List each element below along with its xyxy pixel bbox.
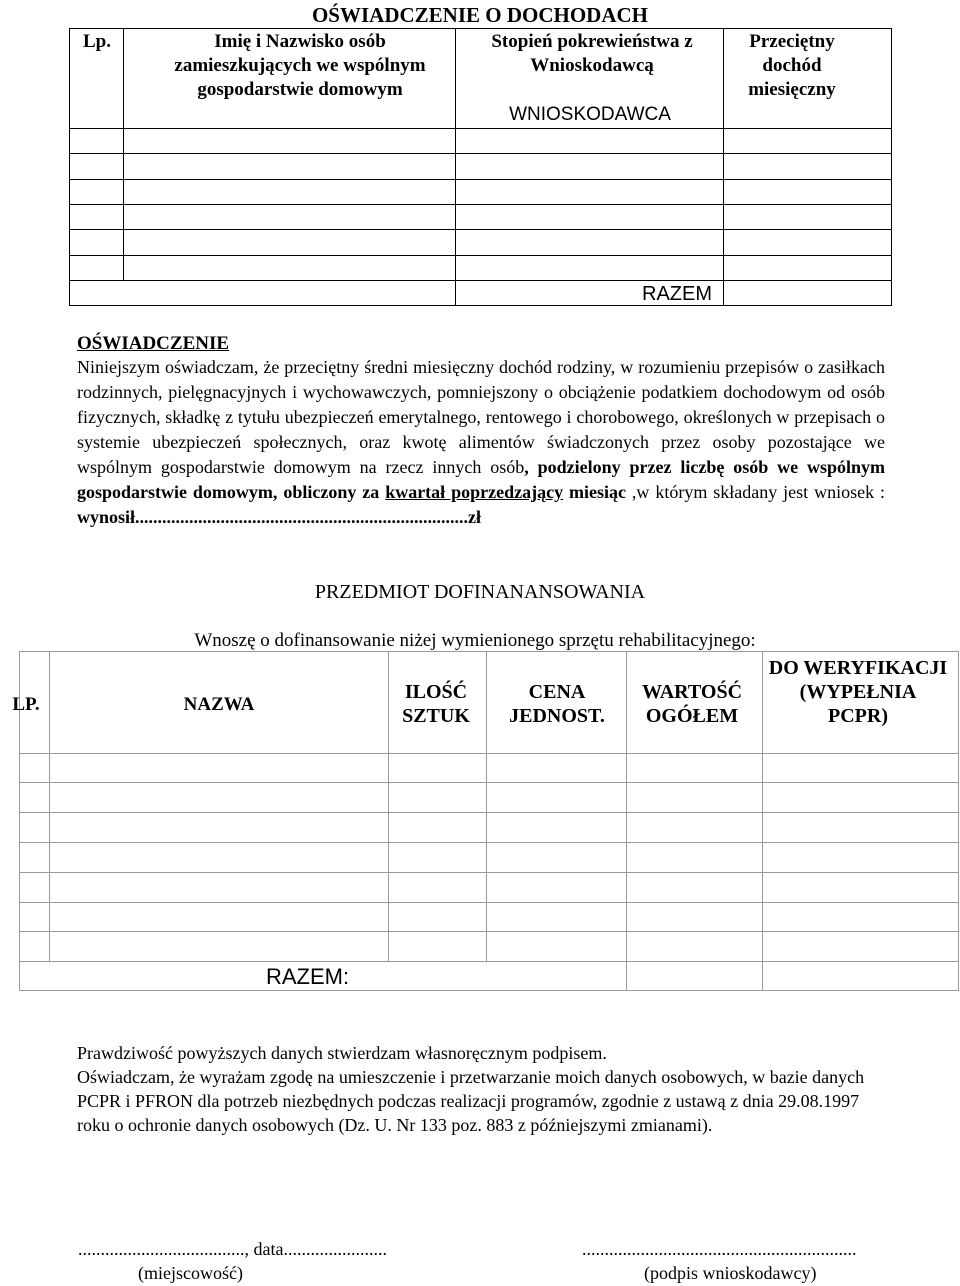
statement [77,333,885,530]
income-total-text: RAZEM [642,283,712,305]
table-line [69,305,892,306]
table-line [19,782,959,783]
statement-text-bold-2: miesiąc [563,482,632,502]
table-line [69,28,892,29]
closing-line-2: Oświadczam, że wyrażam zgodę na umieszczenie i przetwarzanie moich danych osobowych, w bazie danych PCPR i PFRON dla potrzeb niezbędnych podczas realizacji programów, zgodnie z ustawą z dnia 29.08.1997 roku o ochronie danych osobowych (Dz. U. Nr 133 poz. 883 z późniejszymi zmianami). [77,1067,865,1135]
signature-label: (podpis wnioskodawcy) [644,1263,817,1283]
statement-text-bold: , podzielony przez liczbę osób we wspólnym gospodarstwie domowym, obliczony za [77,457,885,502]
subject-title: PRZEDMIOT DOFINANANSOWANIA [314,581,646,603]
table-line [958,651,959,991]
name-header: Imię i Nazwisko osób zamieszkujących we wspólnym gospodarstwie domowym [174,31,426,100]
table-line [123,28,124,280]
eq-qty-header: ILOŚĆ SZTUK [402,681,470,727]
income-title: OŚWIADCZENIE O DOCHODACH [311,3,649,27]
eq-lp-header: LP. [12,694,40,715]
lp-header: Lp. [83,31,111,52]
table-line [455,28,456,306]
place-date-field[interactable]: ....................................., data....................... [78,1239,387,1259]
statement-text-lead: Niniejszym oświadczam, że przeciętny średni miesięczny dochód rodziny, w rozumieniu przepisów o zasiłkach rodzinnych, pielęgnacyjnych i wychowawczych, pomniejszony o obciążenie podatkiem dochodowym od osób fizycznych, składkę z tytułu ubezpieczeń emerytalnego, rentowego i chorobowego, określonych w przepisach o systemie ubezpieczeń społecznych, oraz kwotę alimentów świadczonych przez osoby pozostające we wspólnym gospodarstwie domowym na rzecz innych osób [77,357,885,477]
table-line [69,179,892,180]
statement-text-rest: ,w którym składany jest wniosek : [631,482,885,502]
table-line [19,902,959,903]
table-line [69,153,892,154]
statement-text-underlined: kwartał poprzedzający [385,482,564,502]
table-line [723,28,724,306]
table-line [69,128,892,129]
table-line [19,990,959,991]
statement-text [77,355,885,530]
table-line [69,204,892,205]
eq-name-header: NAZWA [183,694,255,715]
eq-price-header: CENA JEDNOST. [509,681,605,727]
table-line [19,931,959,932]
closing-line-1: Prawdziwość powyższych danych stwierdzam własnoręcznym podpisem. [77,1043,607,1063]
table-line [19,872,959,873]
table-line [388,651,389,961]
eq-total-label: RAZEM: [266,964,350,989]
subject-intro: Wnoszę o dofinansowanie niżej wymienionego sprzętu rehabilitacyjnego: [194,630,756,651]
relation-header: Stopień pokrewieństwa z Wnioskodawcą [491,31,693,76]
place-label: (miejscowość) [138,1263,243,1283]
table-line [19,651,959,652]
table-line [69,28,70,306]
table-line [69,255,892,256]
table-line [891,28,892,306]
table-line [19,812,959,813]
table-line [19,842,959,843]
table-line [762,651,763,991]
table-line [69,229,892,230]
applicant-relation: WNIOSKODAWCA [509,104,671,125]
statement-heading: OŚWIADCZENIE [77,333,230,354]
closing-statement [77,1041,887,1137]
table-line [19,961,959,962]
signature-field[interactable]: ............................................................. [582,1239,857,1259]
table-line [19,753,959,754]
statement-amount-field[interactable]: wynosił..........................................................................zł [77,507,482,527]
table-line [69,280,892,281]
table-line [486,651,487,961]
eq-value-header: WARTOŚĆ OGÓŁEM [641,681,743,727]
income-header: Przeciętny dochód miesięczny [748,31,836,100]
table-line [626,651,627,991]
eq-verify-header: DO WERYFIKACJI (WYPEŁNIA PCPR) [768,657,948,727]
